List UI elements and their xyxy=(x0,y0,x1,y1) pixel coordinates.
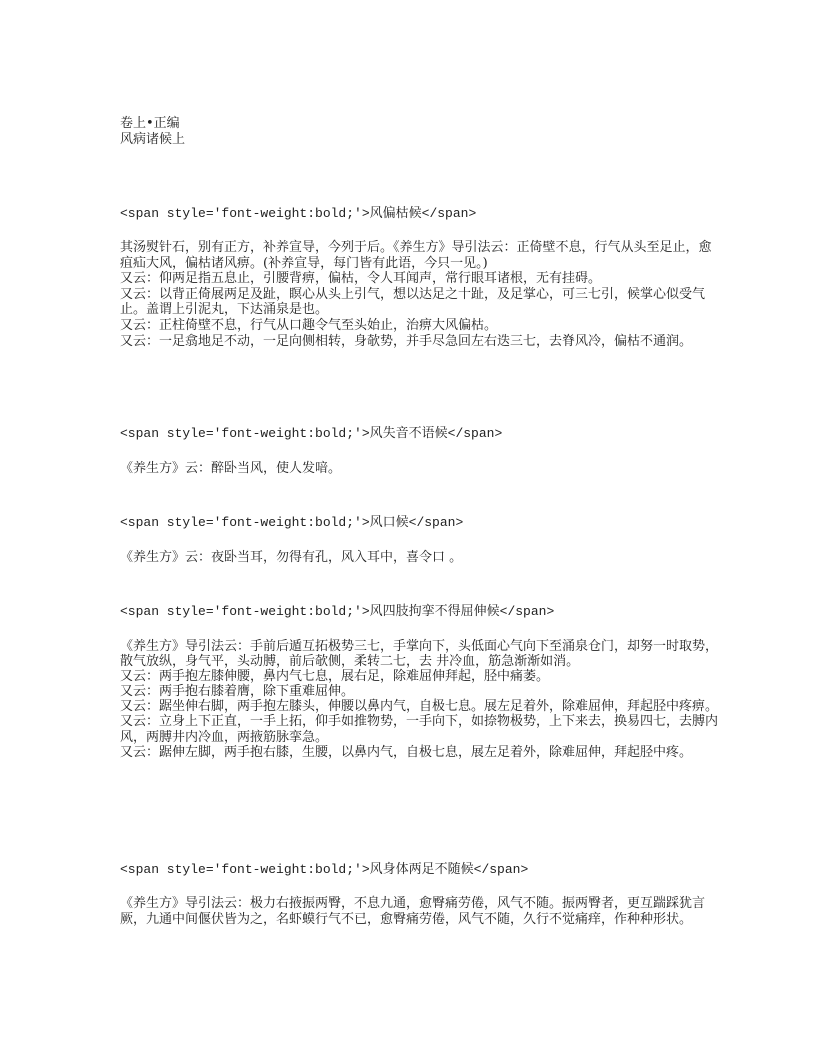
volume-title: 卷上•正编 xyxy=(120,116,180,131)
paragraph: 《养生方》云：醉卧当风，使人发喑。 xyxy=(120,461,342,476)
section-heading: <span style='font-weight:bold;'>风失音不语候</span> xyxy=(120,426,503,441)
paragraph: 《养生方》导引法云：手前后遁互拓极势三七，手掌向下，头低面心气向下至涌泉仓门，却努一时取势，散气放纵，身气平，头动膊，前后欹侧，柔转二七，去 井冷血，筋急渐渐如消。 xyxy=(120,639,719,670)
section-body xyxy=(120,240,720,349)
section-body xyxy=(120,896,720,927)
paragraph: 又云：踞坐伸右脚，两手抱左膝头，伸腰以鼻内气，自极七息。展左足着外，除难屈伸，拜起胫中疼痹。 xyxy=(120,699,719,715)
paragraph: 其汤熨针石，别有正方，补养宣导，今列于后。《养生方》导引法云：正倚壁不息，行气从头至足止，愈疽疝大风，偏枯诸风痹。(补养宣导，每门皆有此语，今只一见。) xyxy=(120,240,712,271)
section-heading: <span style='font-weight:bold;'>风偏枯候</span> xyxy=(120,206,477,221)
paragraph: 《养生方》导引法云：极力右掖振两臀，不息九通，愈臀痛劳倦，风气不随。振两臀者，更互踹踩犹言厥，九通中间偃伏皆为之，名虾蟆行气不已，愈臀痛劳倦，风气不随，久行不觉痛痒，作种种形状。 xyxy=(120,896,706,927)
paragraph: 又云：仰两足指五息止，引腰背痹，偏枯，令人耳闻声，常行眼耳诸根，无有挂碍。 xyxy=(120,271,602,287)
section-heading: <span style='font-weight:bold;'>风口候</span> xyxy=(120,515,464,530)
section-body xyxy=(120,639,720,760)
paragraph: 《养生方》云：夜卧当耳，勿得有孔，风入耳中，喜令口 。 xyxy=(120,550,463,565)
paragraph: 又云：踞伸左脚，两手抱右膝，生腰，以鼻内气，自极七息，展左足着外，除难屈伸，拜起胫中疼。 xyxy=(120,744,693,760)
section-body xyxy=(120,461,720,477)
paragraph: 又云：两手抱左膝伸腰，鼻内气七息，展右足，除难屈伸拜起，胫中痛萎。 xyxy=(120,669,550,685)
section-heading: <span style='font-weight:bold;'>风身体两足不随候</span> xyxy=(120,862,529,877)
chapter-title: 风病诸候上 xyxy=(120,131,186,147)
section-heading: <span style='font-weight:bold;'>风四肢拘挛不得屈伸候</span> xyxy=(120,604,555,619)
section-body xyxy=(120,550,720,566)
paragraph: 又云：一足翕地足不动，一足向侧相转，身欹势，并手尽急回左右迭三七，去脊风冷，偏枯不通润。 xyxy=(120,333,693,349)
paragraph: 又云：以背正倚展两足及趾，瞑心从头上引气，想以达足之十趾，及足掌心，可三七引，候掌心似受气止。盖谓上引泥丸，下达涌泉是也。 xyxy=(120,286,706,318)
document-header xyxy=(120,116,720,147)
paragraph: 又云：正柱倚壁不息，行气从口趣令气至头始止，治痹大风偏枯。 xyxy=(120,317,498,333)
paragraph: 又云：立身上下正直，一手上拓，仰手如推物势，一手向下，如捺物极势，上下来去，换易四七，去膊内风，两膊井内冷血，两掖筋脉挛急。 xyxy=(120,714,719,745)
paragraph: 又云：两手抱右膝着膺，除下重难屈伸。 xyxy=(120,684,355,700)
